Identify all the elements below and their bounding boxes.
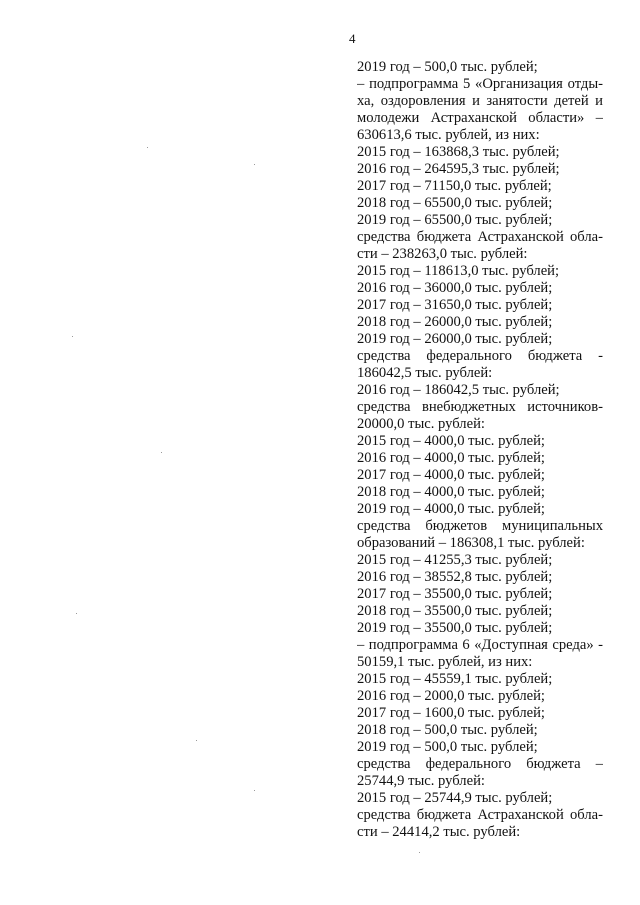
text-line: 2015 год – 45559,1 тыс. рублей;	[357, 671, 553, 687]
text-line: 25744,9 тыс. рублей:	[357, 773, 485, 789]
text-line: средства федерального бюджета -	[357, 348, 603, 364]
scan-speck	[254, 790, 255, 791]
text-line: средства внебюджетных источников-	[357, 399, 603, 415]
text-line: 2015 год – 4000,0 тыс. рублей;	[357, 433, 545, 449]
text-line: 2017 год – 71150,0 тыс. рублей;	[357, 178, 552, 194]
text-line: 2016 год – 36000,0 тыс. рублей;	[357, 280, 553, 296]
text-line: 630613,6 тыс. рублей, из них:	[357, 127, 540, 143]
text-line: 2017 год – 1600,0 тыс. рублей;	[357, 705, 545, 721]
text-line: средства бюджета Астраханской обла-	[357, 807, 603, 823]
text-line: 20000,0 тыс. рублей:	[357, 416, 485, 432]
text-line: 2019 год – 35500,0 тыс. рублей;	[357, 620, 553, 636]
page-number: 4	[349, 31, 356, 46]
text-line: образований – 186308,1 тыс. рублей:	[357, 535, 585, 551]
text-line: 2018 год – 35500,0 тыс. рублей;	[357, 603, 553, 619]
scan-speck	[196, 740, 197, 741]
text-line: 2018 год – 26000,0 тыс. рублей;	[357, 314, 553, 330]
text-line: 186042,5 тыс. рублей:	[357, 365, 493, 381]
text-column	[357, 59, 603, 841]
text-line: 2018 год – 4000,0 тыс. рублей;	[357, 484, 545, 500]
text-line: молодежи Астраханской области» –	[357, 110, 603, 126]
text-line: ха, оздоровления и занятости детей и	[357, 93, 603, 109]
text-line: 2019 год – 65500,0 тыс. рублей;	[357, 212, 553, 228]
text-line: 2015 год – 41255,3 тыс. рублей;	[357, 552, 553, 568]
text-line: 2015 год – 163868,3 тыс. рублей;	[357, 144, 560, 160]
text-line: 2019 год – 4000,0 тыс. рублей;	[357, 501, 545, 517]
scan-speck	[419, 852, 420, 853]
text-line: 2016 год – 4000,0 тыс. рублей;	[357, 450, 545, 466]
text-line: средства федерального бюджета –	[357, 756, 603, 772]
text-line: сти – 24414,2 тыс. рублей:	[357, 824, 521, 840]
scan-speck	[147, 147, 148, 148]
scan-speck	[254, 164, 255, 165]
scan-speck	[76, 613, 77, 614]
text-line: 2016 год – 2000,0 тыс. рублей;	[357, 688, 545, 704]
text-line: – подпрограмма 6 «Доступная среда» -	[357, 637, 603, 653]
text-line: 2017 год – 35500,0 тыс. рублей;	[357, 586, 553, 602]
text-line: 2018 год – 500,0 тыс. рублей;	[357, 722, 538, 738]
text-line: 2017 год – 31650,0 тыс. рублей;	[357, 297, 553, 313]
text-line: 2018 год – 65500,0 тыс. рублей;	[357, 195, 553, 211]
text-line: 2015 год – 25744,9 тыс. рублей;	[357, 790, 553, 806]
text-line: 2019 год – 500,0 тыс. рублей;	[357, 59, 538, 75]
text-line: сти – 238263,0 тыс. рублей:	[357, 246, 528, 262]
text-line: 2019 год – 26000,0 тыс. рублей;	[357, 331, 553, 347]
text-line: 2016 год – 38552,8 тыс. рублей;	[357, 569, 553, 585]
text-line: 2019 год – 500,0 тыс. рублей;	[357, 739, 538, 755]
text-line: средства бюджетов муниципальных	[357, 518, 603, 534]
text-line: 2017 год – 4000,0 тыс. рублей;	[357, 467, 545, 483]
text-line: – подпрограмма 5 «Организация отды-	[357, 76, 603, 92]
text-line: 2016 год – 186042,5 тыс. рублей;	[357, 382, 560, 398]
scan-speck	[161, 452, 162, 453]
text-line: 2015 год – 118613,0 тыс. рублей;	[357, 263, 560, 279]
text-line: 50159,1 тыс. рублей, из них:	[357, 654, 533, 670]
scan-speck	[72, 336, 73, 337]
text-line: 2016 год – 264595,3 тыс. рублей;	[357, 161, 560, 177]
text-line: средства бюджета Астраханской обла-	[357, 229, 603, 245]
